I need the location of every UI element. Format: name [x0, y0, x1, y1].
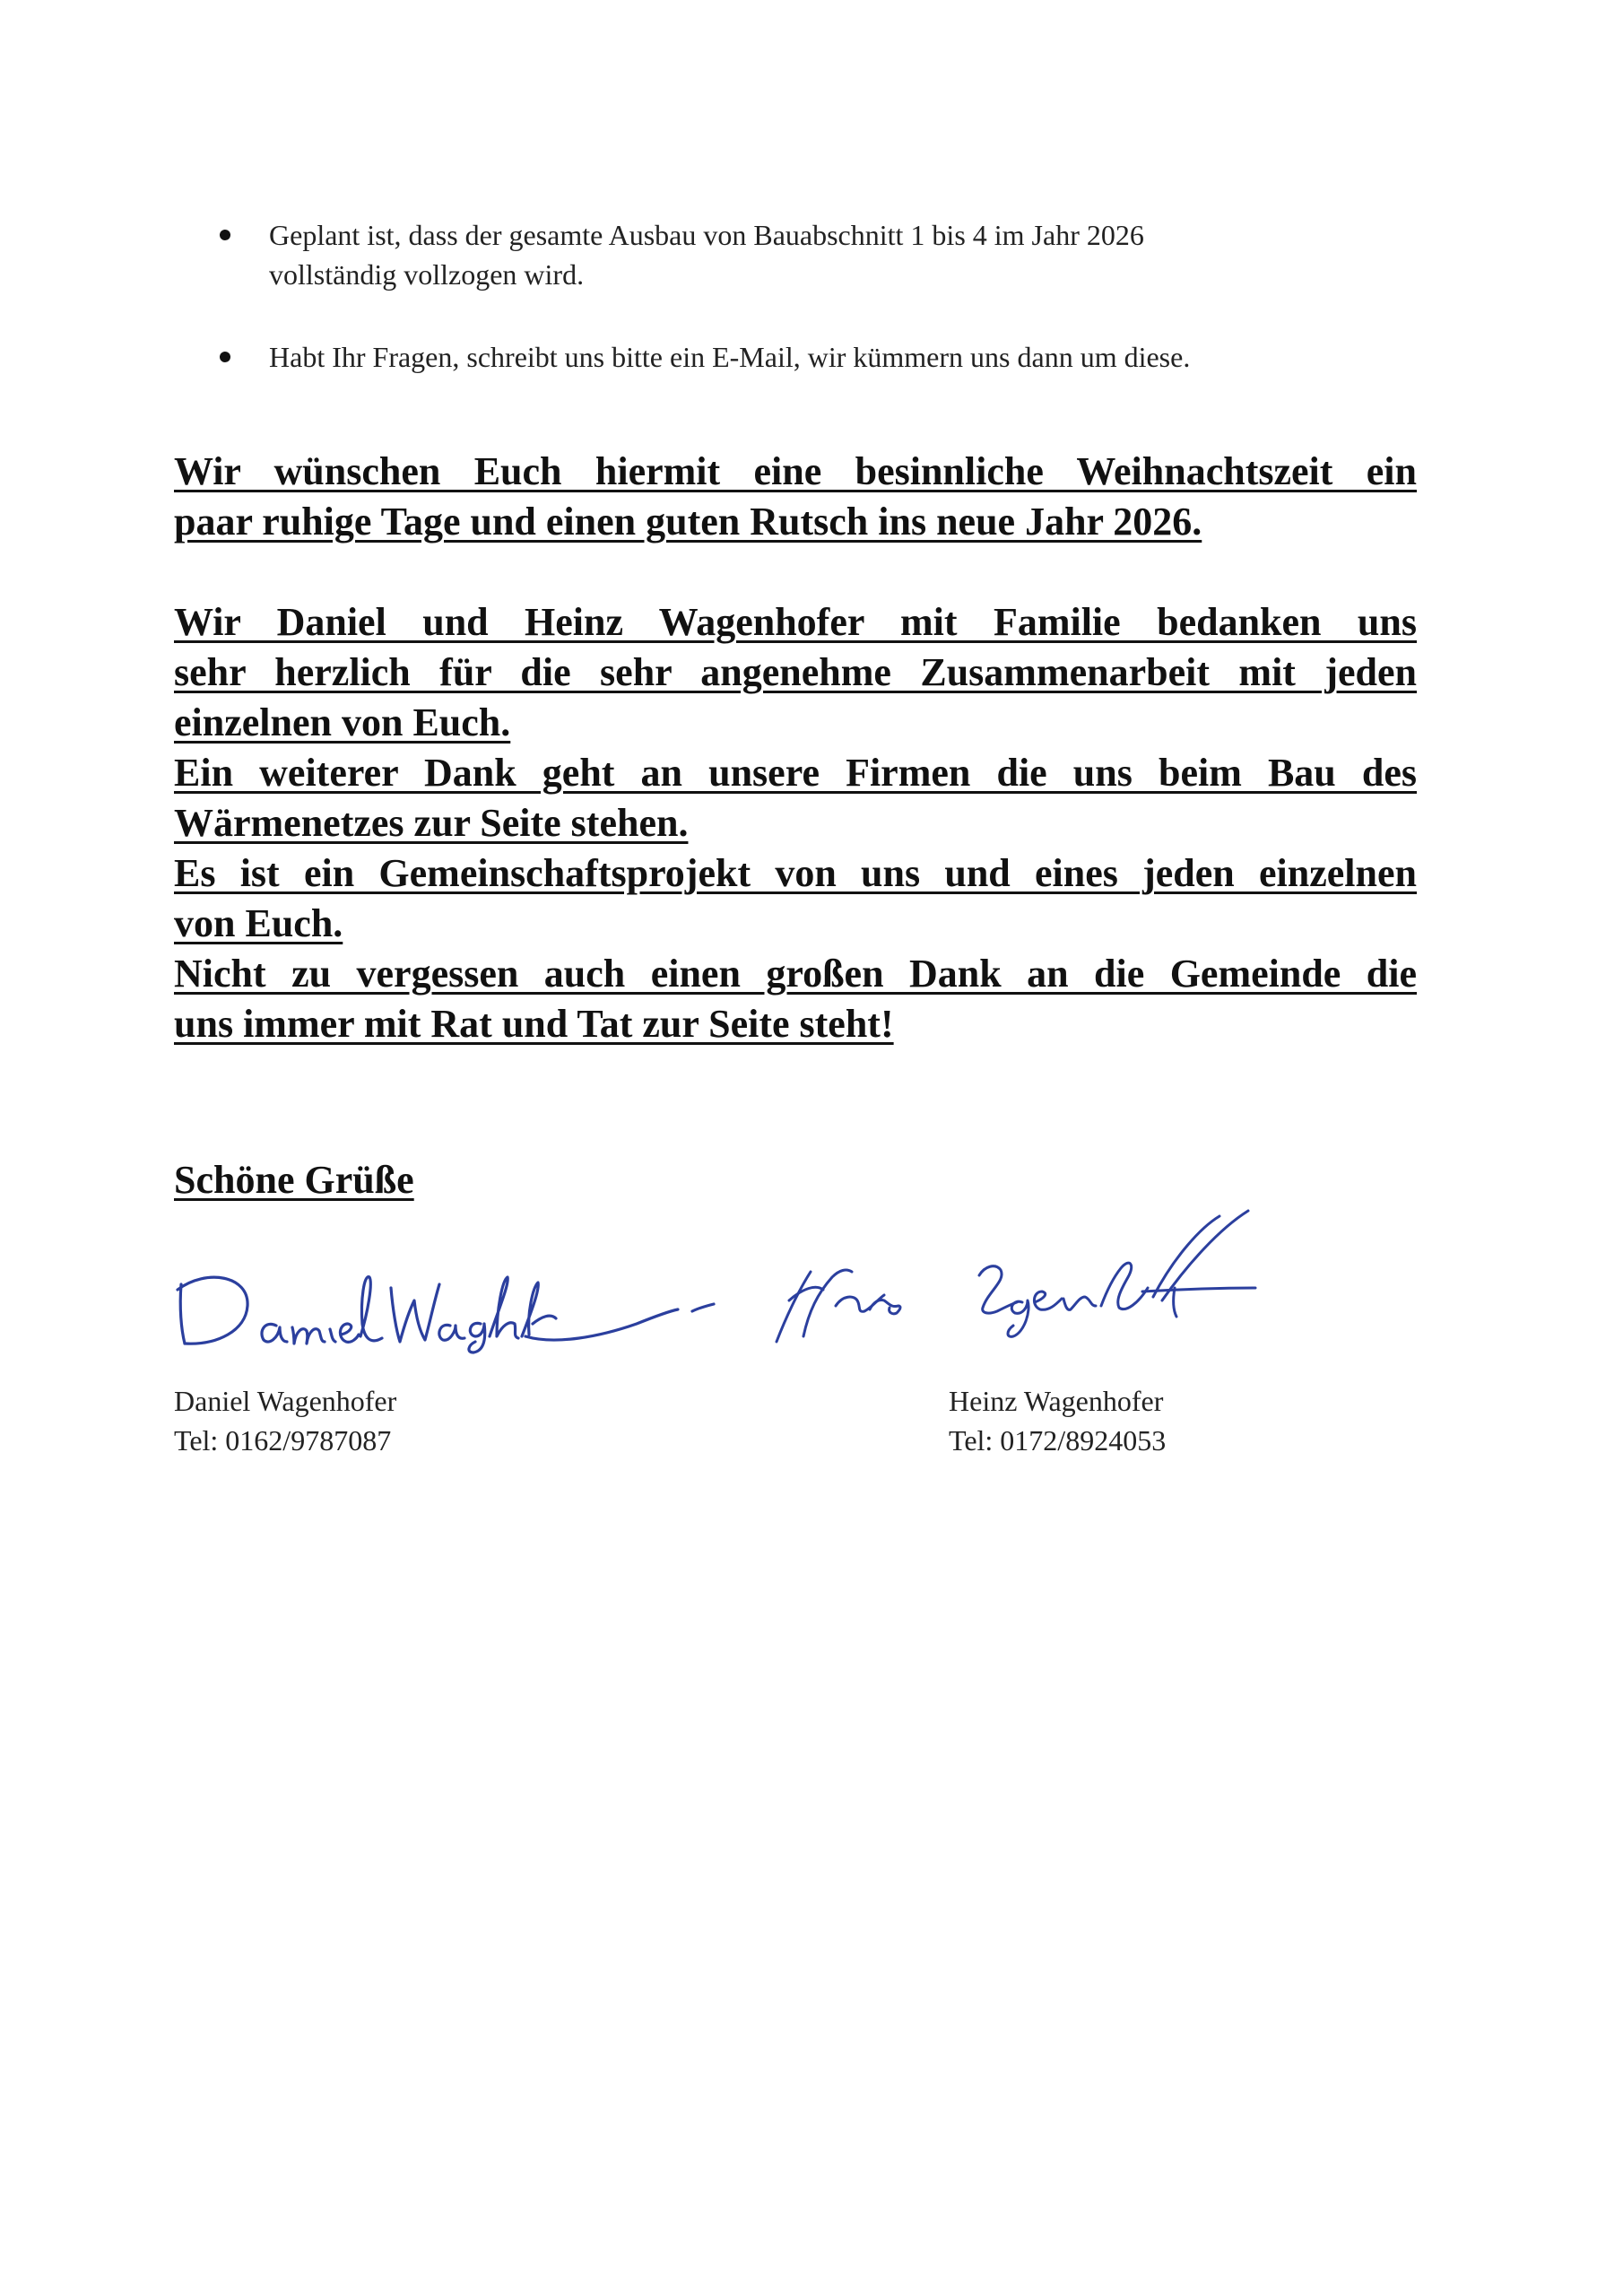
signer-name: Daniel Wagenhofer: [174, 1385, 397, 1417]
contact-daniel: [174, 1381, 396, 1460]
greeting-line: paar ruhige Tage und einen guten Rutsch ins neue Jahr 2026.: [174, 500, 1202, 544]
bullet-text-line: Habt Ihr Fragen, schreibt uns bitte ein E-Mail, wir kümmern uns dann um diese.: [269, 341, 1191, 373]
contact-heinz: [949, 1381, 1166, 1460]
signer-name: Heinz Wagenhofer: [949, 1385, 1164, 1417]
bullet-item-plan: [215, 215, 1381, 294]
thanks-line: uns immer mit Rat und Tat zur Seite steht!: [174, 1002, 894, 1046]
bullet-dot-icon: [220, 352, 230, 362]
thanks-line: sehr herzlich für die sehr angenehme Zusammenarbeit mit jeden: [174, 650, 1417, 694]
signer-phone: Tel: 0162/9787087: [174, 1424, 392, 1457]
thanks-line: Ein weiterer Dank geht an unsere Firmen die uns beim Bau des: [174, 751, 1417, 795]
greeting-paragraph: [174, 447, 1417, 547]
closing-greeting: Schöne Grüße: [174, 1158, 414, 1202]
bullet-dot-icon: [220, 230, 230, 240]
thanks-line: Es ist ein Gemeinschaftsprojekt von uns und eines jeden einzelnen: [174, 851, 1417, 895]
signer-phone: Tel: 0172/8924053: [949, 1424, 1167, 1457]
thanks-line: einzelnen von Euch.: [174, 700, 511, 744]
bullet-text-line: Geplant ist, dass der gesamte Ausbau von Bauabschnitt 1 bis 4 im Jahr 2026: [269, 219, 1144, 251]
signature-daniel: [170, 1238, 726, 1354]
thanks-paragraph: [174, 597, 1417, 1049]
info-bullet-list: [215, 215, 1381, 420]
thanks-line: von Euch.: [174, 901, 343, 945]
thanks-line: Wir Daniel und Heinz Wagenhofer mit Familie bedanken uns: [174, 600, 1417, 644]
greeting-line: Wir wünschen Euch hiermit eine besinnliche Weihnachtszeit ein: [174, 449, 1417, 493]
thanks-line: Nicht zu vergessen auch einen großen Dank an die Gemeinde die: [174, 952, 1417, 996]
signature-heinz: [753, 1202, 1291, 1354]
bullet-text-line: vollständig vollzogen wird.: [269, 258, 585, 291]
thanks-line: Wärmenetzes zur Seite stehen.: [174, 801, 689, 845]
bullet-item-questions: [215, 337, 1381, 377]
